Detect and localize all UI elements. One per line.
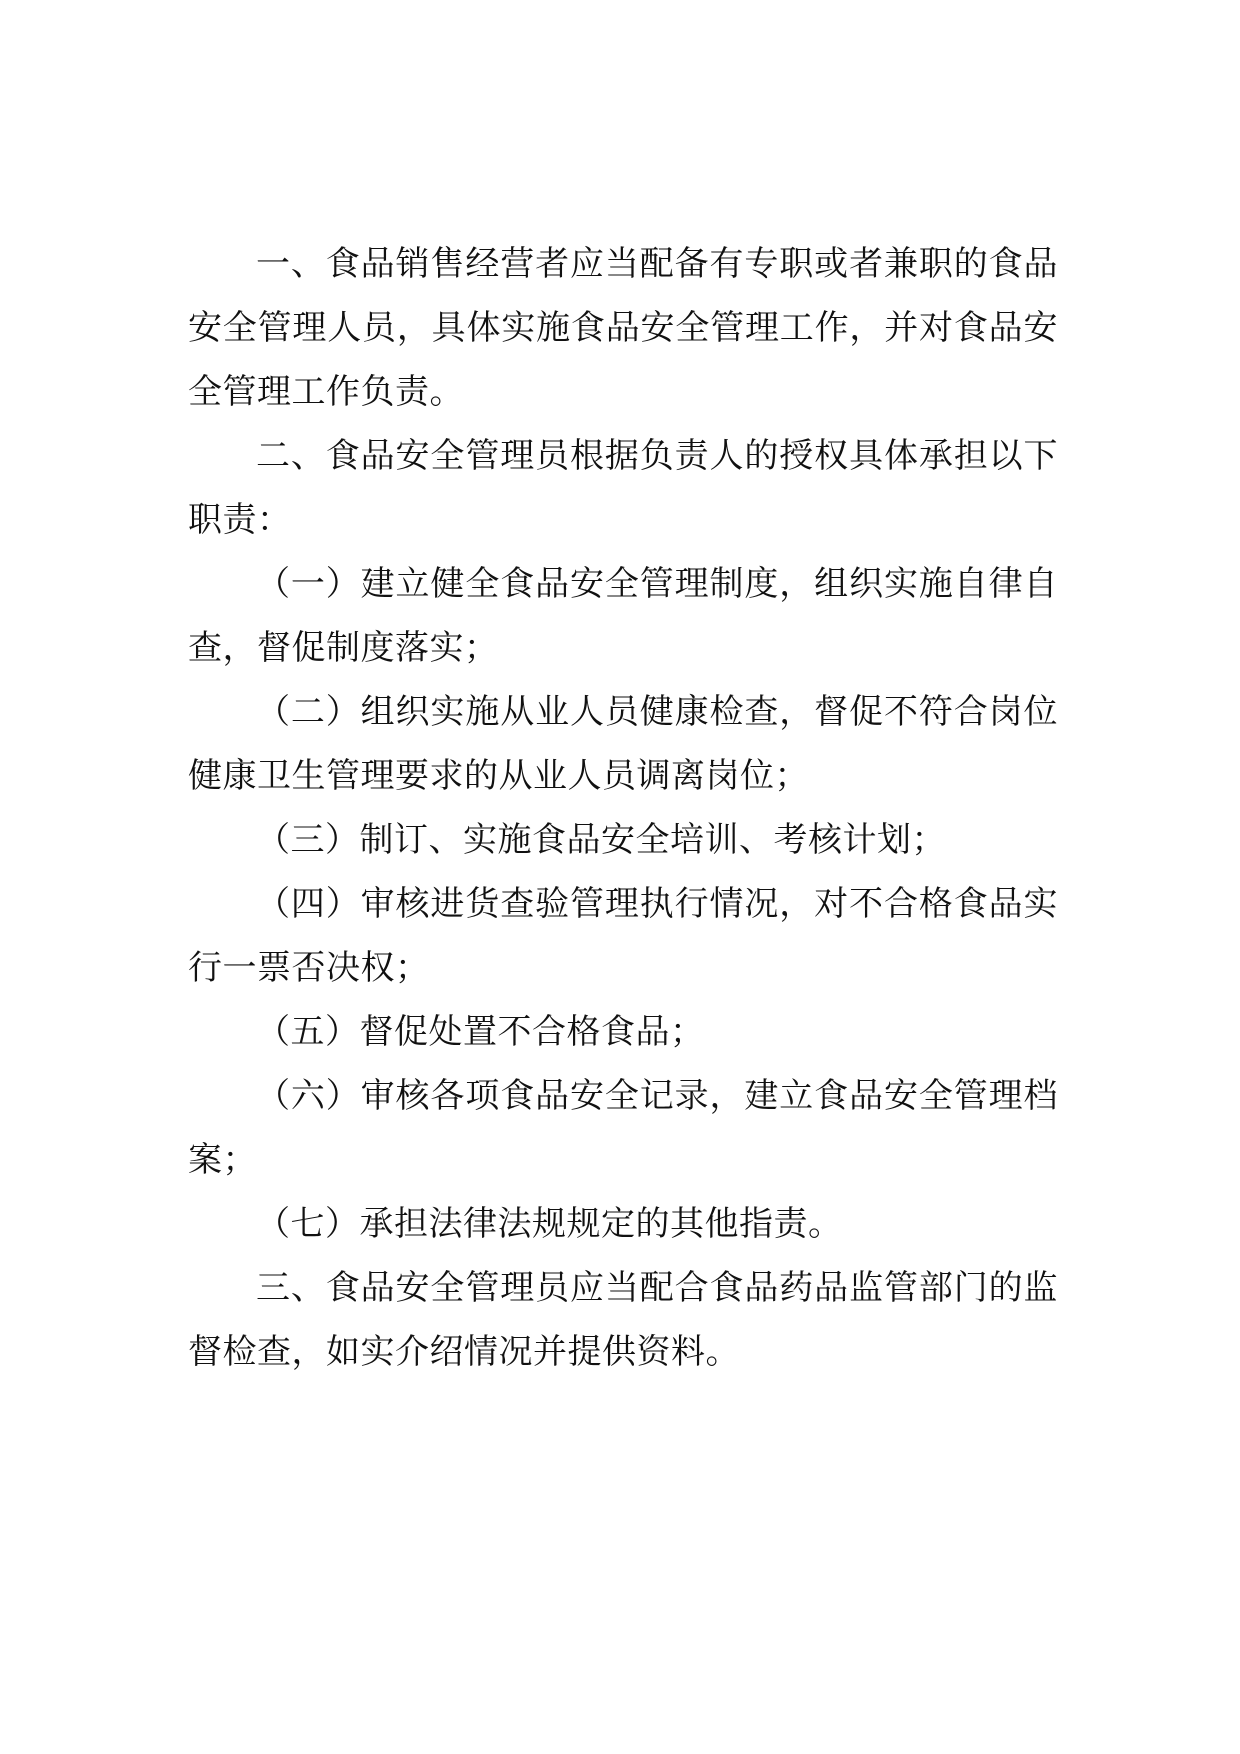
- document-body: [188, 232, 1058, 1384]
- paragraph-3: （一）建立健全食品安全管理制度，组织实施自律自查，督促制度落实；: [188, 564, 1058, 668]
- paragraph-4: （二）组织实施从业人员健康检查，督促不符合岗位健康卫生管理要求的从业人员调离岗位；: [188, 692, 1058, 796]
- paragraph-2: 二、食品安全管理员根据负责人的授权具体承担以下职责：: [188, 436, 1058, 540]
- paragraph-6: （四）审核进货查验管理执行情况，对不合格食品实行一票否决权；: [188, 884, 1058, 988]
- paragraph-1: 一、食品销售经营者应当配备有专职或者兼职的食品安全管理人员，具体实施食品安全管理工作，并对食品安全管理工作负责。: [188, 244, 1058, 412]
- paragraph-8: （六）审核各项食品安全记录，建立食品安全管理档案；: [188, 1076, 1058, 1180]
- paragraph-5: （三）制订、实施食品安全培训、考核计划；: [256, 820, 946, 860]
- paragraph-10: 三、食品安全管理员应当配合食品药品监管部门的监督检查，如实介绍情况并提供资料。: [188, 1268, 1058, 1372]
- paragraph-9: （七）承担法律法规规定的其他指责。: [256, 1204, 843, 1244]
- paragraph-7: （五）督促处置不合格食品；: [256, 1012, 705, 1052]
